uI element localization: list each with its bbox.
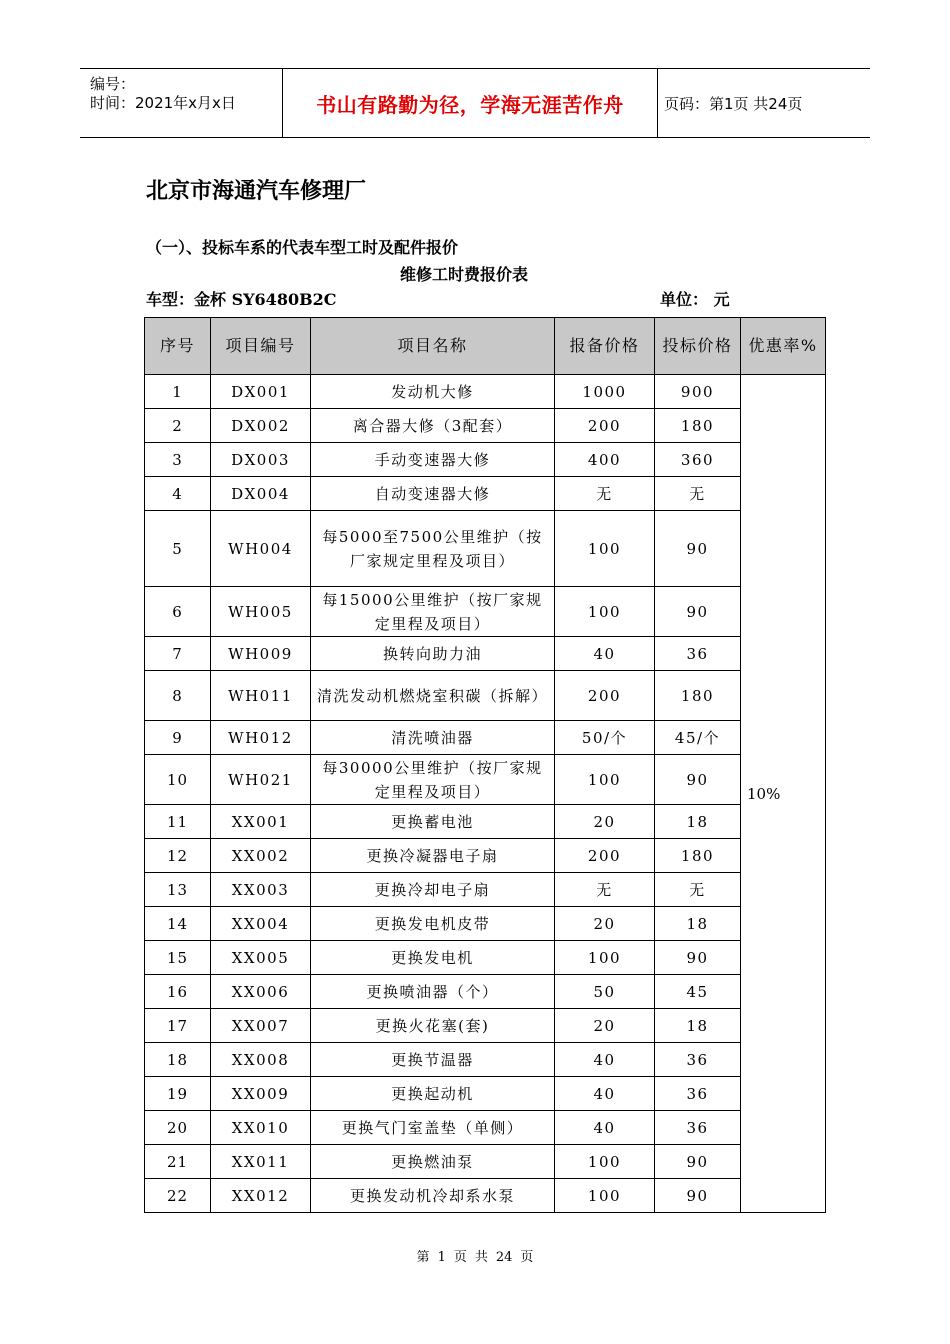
cell-filed-price: 100 [555, 1145, 655, 1179]
cell-name: 离合器大修（3配套） [311, 409, 555, 443]
currency-unit: 单位： 元 [660, 290, 730, 309]
cell-bid-price: 无 [655, 477, 741, 511]
cell-name: 更换起动机 [311, 1077, 555, 1111]
cell-filed-price: 20 [555, 1009, 655, 1043]
cell-no: 19 [145, 1077, 211, 1111]
cell-filed-price: 20 [555, 805, 655, 839]
cell-bid-price: 360 [655, 443, 741, 477]
table-row [145, 721, 826, 755]
cell-code: XX011 [211, 1145, 311, 1179]
footer-page-number: 1 [437, 1250, 446, 1265]
cell-no: 17 [145, 1009, 211, 1043]
cell-name: 每30000公里维护（按厂家规定里程及项目） [311, 755, 555, 805]
cell-bid-price: 180 [655, 671, 741, 721]
cell-code: DX003 [211, 443, 311, 477]
cell-bid-price: 90 [655, 1145, 741, 1179]
cell-code: XX008 [211, 1043, 311, 1077]
cell-code: DX001 [211, 375, 311, 409]
cell-filed-price: 200 [555, 409, 655, 443]
cell-no: 14 [145, 907, 211, 941]
header-filed-price: 报备价格 [555, 318, 655, 375]
cell-bid-price: 无 [655, 873, 741, 907]
cell-code: DX004 [211, 477, 311, 511]
time-label: 时间：2021年x月x日 [90, 94, 236, 112]
cell-filed-price: 100 [555, 587, 655, 637]
header-page-cell [658, 69, 870, 137]
cell-no: 16 [145, 975, 211, 1009]
cell-no: 18 [145, 1043, 211, 1077]
cell-filed-price: 200 [555, 839, 655, 873]
cell-name: 清洗喷油器 [311, 721, 555, 755]
header-bid-price: 投标价格 [655, 318, 741, 375]
cell-name: 更换冷凝器电子扇 [311, 839, 555, 873]
cell-filed-price: 无 [555, 477, 655, 511]
cell-filed-price: 400 [555, 443, 655, 477]
cell-bid-price: 90 [655, 1179, 741, 1213]
table-row [145, 637, 826, 671]
table-row [145, 1179, 826, 1213]
cell-bid-price: 90 [655, 511, 741, 587]
cell-bid-price: 36 [655, 637, 741, 671]
cell-code: XX003 [211, 873, 311, 907]
cell-name: 更换发电机皮带 [311, 907, 555, 941]
section-title: （一）、投标车系的代表车型工时及配件报价 [146, 238, 459, 257]
cell-name: 手动变速器大修 [311, 443, 555, 477]
cell-no: 1 [145, 375, 211, 409]
cell-filed-price: 40 [555, 1043, 655, 1077]
page-footer [0, 1246, 950, 1265]
table-row [145, 443, 826, 477]
footer-gong: 共 [474, 1250, 488, 1265]
cell-name: 更换冷却电子扇 [311, 873, 555, 907]
table-row [145, 1043, 826, 1077]
table-row [145, 477, 826, 511]
cell-filed-price: 40 [555, 1111, 655, 1145]
footer-ye-2: 页 [520, 1250, 534, 1265]
header-motto-cell [283, 69, 658, 137]
cell-code: WH004 [211, 511, 311, 587]
cell-name: 清洗发动机燃烧室积碳（拆解） [311, 671, 555, 721]
cell-code: XX001 [211, 805, 311, 839]
table-row [145, 873, 826, 907]
cell-bid-price: 36 [655, 1077, 741, 1111]
cell-filed-price: 50/个 [555, 721, 655, 755]
price-table [144, 317, 826, 1213]
cell-bid-price: 45/个 [655, 721, 741, 755]
cell-code: XX012 [211, 1179, 311, 1213]
cell-bid-price: 90 [655, 587, 741, 637]
cell-name: 更换发电机 [311, 941, 555, 975]
cell-filed-price: 无 [555, 873, 655, 907]
cell-no: 11 [145, 805, 211, 839]
price-table-wrapper [144, 317, 825, 1213]
table-row [145, 511, 826, 587]
cell-filed-price: 40 [555, 1077, 655, 1111]
cell-filed-price: 1000 [555, 375, 655, 409]
cell-name: 更换喷油器（个） [311, 975, 555, 1009]
header-name: 项目名称 [311, 318, 555, 375]
cell-no: 21 [145, 1145, 211, 1179]
cell-discount: 10% [741, 375, 826, 1213]
cell-code: WH005 [211, 587, 311, 637]
cell-no: 12 [145, 839, 211, 873]
cell-bid-price: 180 [655, 839, 741, 873]
cell-filed-price: 40 [555, 637, 655, 671]
cell-bid-price: 180 [655, 409, 741, 443]
cell-code: XX005 [211, 941, 311, 975]
cell-code: WH021 [211, 755, 311, 805]
cell-bid-price: 18 [655, 1009, 741, 1043]
table-row [145, 839, 826, 873]
header-discount: 优惠率% [741, 318, 826, 375]
cell-filed-price: 100 [555, 941, 655, 975]
cell-no: 10 [145, 755, 211, 805]
table-row [145, 941, 826, 975]
table-row [145, 1009, 826, 1043]
cell-name: 发动机大修 [311, 375, 555, 409]
cell-bid-price: 90 [655, 941, 741, 975]
cell-name: 更换燃油泵 [311, 1145, 555, 1179]
cell-bid-price: 45 [655, 975, 741, 1009]
cell-bid-price: 18 [655, 907, 741, 941]
cell-no: 2 [145, 409, 211, 443]
cell-name: 更换节温器 [311, 1043, 555, 1077]
cell-code: WH012 [211, 721, 311, 755]
cell-code: XX009 [211, 1077, 311, 1111]
vehicle-model: 车型：金杯 SY6480B2C [146, 290, 337, 309]
cell-no: 8 [145, 671, 211, 721]
table-row [145, 907, 826, 941]
cell-bid-price: 90 [655, 755, 741, 805]
cell-code: WH011 [211, 671, 311, 721]
cell-name: 更换发动机冷却系水泵 [311, 1179, 555, 1213]
cell-name: 更换火花塞(套) [311, 1009, 555, 1043]
cell-filed-price: 200 [555, 671, 655, 721]
cell-no: 6 [145, 587, 211, 637]
table-title: 维修工时费报价表 [400, 265, 529, 284]
cell-name: 自动变速器大修 [311, 477, 555, 511]
cell-bid-price: 36 [655, 1111, 741, 1145]
code-label: 编号： [90, 75, 136, 93]
cell-no: 15 [145, 941, 211, 975]
footer-di: 第 [416, 1250, 430, 1265]
cell-code: WH009 [211, 637, 311, 671]
cell-filed-price: 100 [555, 511, 655, 587]
cell-code: XX007 [211, 1009, 311, 1043]
footer-ye: 页 [453, 1250, 467, 1265]
table-row [145, 1145, 826, 1179]
cell-name: 每15000公里维护（按厂家规定里程及项目） [311, 587, 555, 637]
table-row [145, 409, 826, 443]
cell-bid-price: 36 [655, 1043, 741, 1077]
cell-bid-price: 18 [655, 805, 741, 839]
cell-filed-price: 50 [555, 975, 655, 1009]
cell-code: XX006 [211, 975, 311, 1009]
table-row [145, 755, 826, 805]
cell-no: 4 [145, 477, 211, 511]
table-header-row [145, 318, 826, 375]
table-row [145, 671, 826, 721]
cell-code: XX010 [211, 1111, 311, 1145]
cell-no: 9 [145, 721, 211, 755]
cell-no: 13 [145, 873, 211, 907]
cell-filed-price: 100 [555, 1179, 655, 1213]
table-row [145, 1111, 826, 1145]
table-row [145, 375, 826, 409]
footer-total-pages: 24 [495, 1250, 513, 1265]
cell-name: 换转向助力油 [311, 637, 555, 671]
cell-filed-price: 100 [555, 755, 655, 805]
page-header [80, 68, 870, 138]
page-label: 页码：第1页 共24页 [664, 94, 803, 113]
cell-no: 5 [145, 511, 211, 587]
cell-no: 20 [145, 1111, 211, 1145]
cell-code: XX004 [211, 907, 311, 941]
cell-code: XX002 [211, 839, 311, 873]
cell-no: 3 [145, 443, 211, 477]
cell-name: 更换蓄电池 [311, 805, 555, 839]
cell-filed-price: 20 [555, 907, 655, 941]
table-row [145, 587, 826, 637]
cell-code: DX002 [211, 409, 311, 443]
header-code: 项目编号 [211, 318, 311, 375]
company-name: 北京市海通汽车修理厂 [146, 178, 367, 204]
cell-no: 7 [145, 637, 211, 671]
cell-no: 22 [145, 1179, 211, 1213]
cell-name: 更换气门室盖垫（单侧） [311, 1111, 555, 1145]
table-row [145, 975, 826, 1009]
cell-bid-price: 900 [655, 375, 741, 409]
table-row [145, 805, 826, 839]
header-meta [80, 69, 283, 137]
motto: 书山有路勤为径，学海无涯苦作舟 [316, 92, 624, 117]
header-no: 序号 [145, 318, 211, 375]
cell-name: 每5000至7500公里维护（按厂家规定里程及项目） [311, 511, 555, 587]
table-row [145, 1077, 826, 1111]
